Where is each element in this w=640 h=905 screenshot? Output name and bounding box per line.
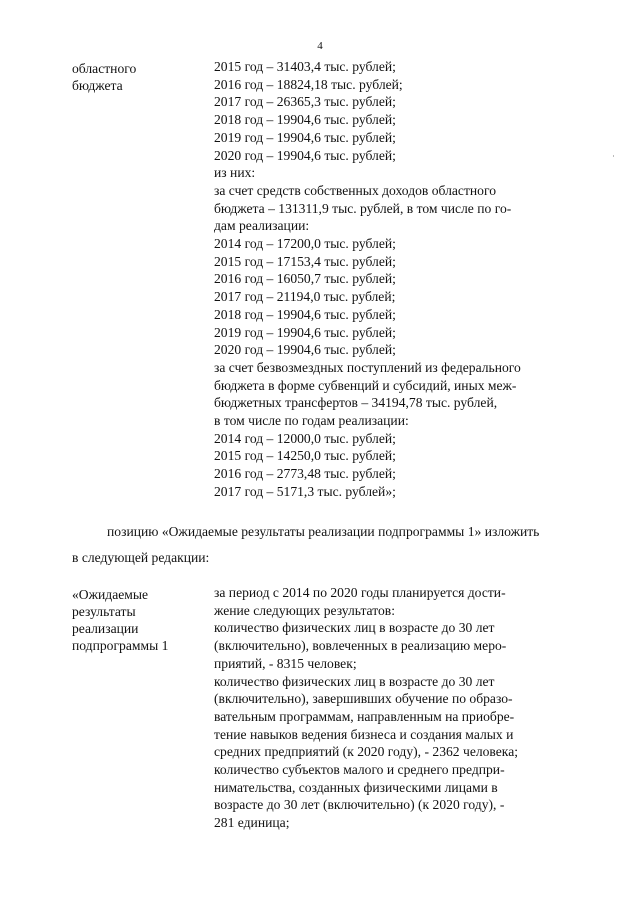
funding-line: за счет средств собственных доходов областного: [214, 182, 496, 198]
amendment-paragraph-continuation: в следующей редакции:: [72, 550, 210, 565]
results-line: средних предприятий (к 2020 году), - 2362 человека;: [214, 744, 519, 760]
results-label-line: подпрограммы 1: [72, 638, 169, 653]
funding-line: 2019 год – 19904,6 тыс. рублей;: [214, 129, 396, 145]
funding-line: 2018 год – 19904,6 тыс. рублей;: [214, 112, 396, 128]
results-label-line: реализации: [72, 621, 139, 636]
funding-label-line: областного: [72, 61, 137, 76]
funding-line: 2020 год – 19904,6 тыс. рублей;: [214, 342, 396, 358]
funding-line: 2017 год – 5171,3 тыс. рублей»;: [214, 483, 396, 499]
funding-label-line: бюджета: [72, 78, 123, 93]
funding-line: 2016 год – 16050,7 тыс. рублей;: [214, 271, 396, 287]
results-line: 281 единица;: [214, 815, 290, 831]
funding-line: 2020 год – 19904,6 тыс. рублей;: [214, 147, 396, 163]
funding-line: 2017 год – 21194,0 тыс. рублей;: [214, 289, 396, 305]
funding-line: из них:: [214, 165, 256, 181]
funding-line: бюджета – 131311,9 тыс. рублей, в том числе по го-: [214, 200, 512, 216]
funding-line: 2018 год – 19904,6 тыс. рублей;: [214, 306, 396, 322]
funding-label: [72, 60, 136, 94]
page-number: 4: [317, 40, 323, 52]
results-line: (включительно), завершивших обучение по образо-: [214, 691, 513, 707]
results-text: [214, 584, 609, 832]
funding-text: [214, 58, 609, 501]
funding-line: бюджетных трансфертов – 34194,78 тыс. рублей,: [214, 395, 498, 411]
funding-line: 2017 год – 26365,3 тыс. рублей;: [214, 94, 396, 110]
results-line: количество субъектов малого и среднего предпри-: [214, 762, 505, 778]
funding-line: 2014 год – 12000,0 тыс. рублей;: [214, 430, 396, 446]
results-label: [72, 586, 168, 654]
results-line: за период с 2014 по 2020 годы планируется дости-: [214, 585, 506, 600]
results-line: вательным программам, направленным на приобре-: [214, 708, 515, 724]
results-line: количество физических лиц в возрасте до 30 лет: [214, 673, 495, 689]
funding-line: 2019 год – 19904,6 тыс. рублей;: [214, 324, 396, 340]
scan-speck: [613, 155, 614, 157]
funding-line: 2015 год – 31403,4 тыс. рублей;: [214, 59, 396, 74]
results-line: приятий, - 8315 человек;: [214, 655, 357, 671]
funding-line: в том числе по годам реализации:: [214, 413, 409, 429]
funding-line: 2015 год – 17153,4 тыс. рублей;: [214, 253, 396, 269]
results-line: количество физических лиц в возрасте до 30 лет: [214, 620, 495, 636]
funding-line: бюджета в форме субвенций и субсидий, иных меж-: [214, 377, 517, 393]
amendment-paragraph: позицию «Ожидаемые результаты реализации подпрограммы 1» изложить: [107, 524, 540, 539]
funding-line: 2015 год – 14250,0 тыс. рублей;: [214, 448, 396, 464]
results-line: возрасте до 30 лет (включительно) (к 2020 году), -: [214, 797, 505, 813]
funding-line: 2014 год – 17200,0 тыс. рублей;: [214, 236, 396, 252]
results-line: жение следующих результатов:: [214, 602, 395, 618]
funding-line: дам реализации:: [214, 218, 310, 234]
results-label-line: результаты: [72, 604, 136, 619]
results-line: (включительно), вовлеченных в реализацию меро-: [214, 638, 507, 654]
results-line: нимательства, созданных физическими лицами в: [214, 779, 498, 795]
funding-line: 2016 год – 2773,48 тыс. рублей;: [214, 466, 396, 482]
funding-line: за счет безвозмездных поступлений из федерального: [214, 359, 521, 375]
funding-line: 2016 год – 18824,18 тыс. рублей;: [214, 76, 403, 92]
results-label-line: «Ожидаемые: [72, 587, 149, 602]
results-line: тение навыков ведения бизнеса и создания малых и: [214, 726, 514, 742]
